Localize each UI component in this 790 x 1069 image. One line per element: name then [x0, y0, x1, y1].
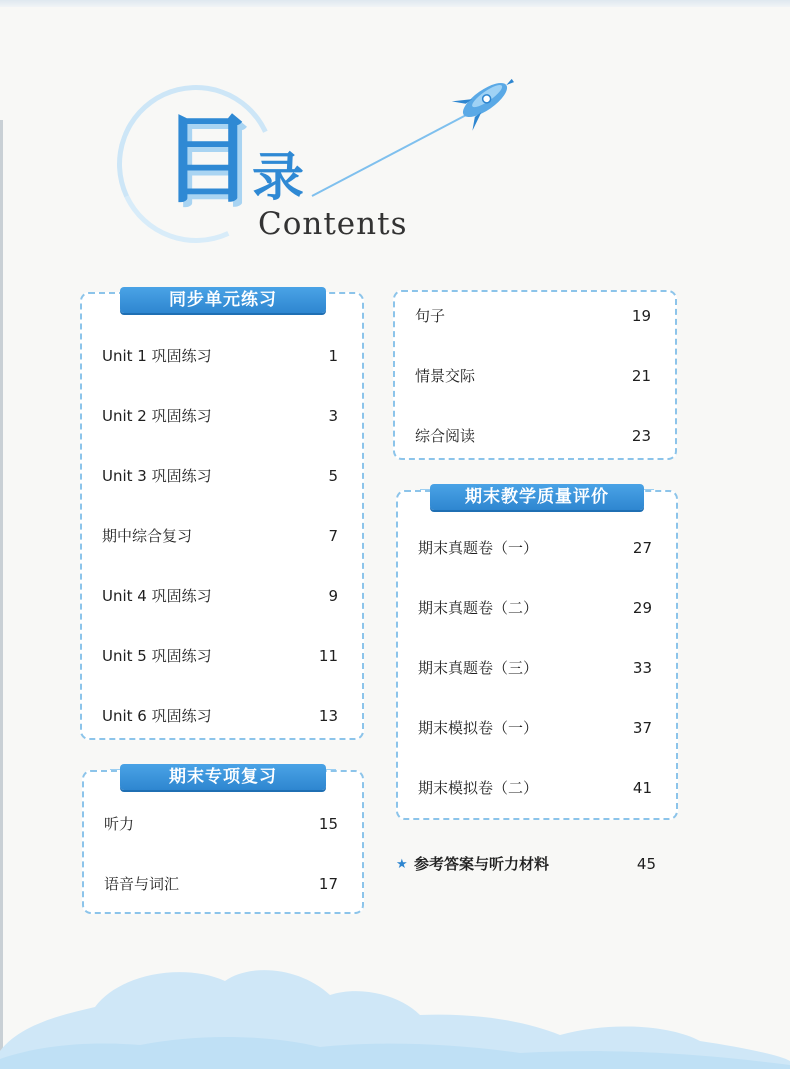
toc-entry-page: 11: [318, 647, 338, 665]
toc-entry-page: 1: [328, 347, 338, 365]
toc-entry-label: 期末模拟卷（二）: [418, 779, 539, 797]
toc-entry-label: 听力: [104, 815, 135, 833]
toc-entry-page: 7: [328, 527, 338, 545]
toc-entry-label: Unit 1 巩固练习: [102, 347, 212, 365]
section-title-review: 期末专项复习: [120, 764, 326, 790]
toc-entry-page: 9: [328, 587, 338, 605]
toc-entry-page: 17: [318, 875, 338, 893]
toc-entry-label: Unit 4 巩固练习: [102, 587, 212, 605]
toc-entry-page: 3: [328, 407, 338, 425]
toc-entry-label: 语音与词汇: [104, 875, 180, 893]
toc-entry[interactable]: [82, 464, 362, 488]
toc-entry-page: 29: [632, 599, 652, 617]
toc-entry-page: 19: [631, 307, 651, 325]
toc-entry[interactable]: [398, 596, 676, 620]
toc-entry-answers[interactable]: [414, 852, 664, 876]
section-title-sync-units: 同步单元练习: [120, 287, 326, 313]
toc-entry-label: 期末真题卷（一）: [418, 539, 539, 557]
toc-entry-label: 情景交际: [415, 367, 476, 385]
toc-entry-label: 综合阅读: [415, 427, 476, 445]
toc-entry-label: Unit 3 巩固练习: [102, 467, 212, 485]
toc-entry[interactable]: [395, 424, 675, 448]
toc-entry-label: 期末真题卷（二）: [418, 599, 539, 617]
toc-entry-page: 41: [632, 779, 652, 797]
toc-entry-page: 15: [318, 815, 338, 833]
toc-entry-label: 句子: [415, 307, 446, 325]
toc-entry[interactable]: [398, 776, 676, 800]
title-char-1: 目: [161, 104, 254, 216]
toc-entry-label: 期中综合复习: [102, 527, 193, 545]
toc-entry[interactable]: [398, 716, 676, 740]
section-title-final-evaluation: 期末教学质量评价: [430, 484, 644, 510]
toc-entry-page: 23: [631, 427, 651, 445]
cloud-decoration: [0, 955, 790, 1069]
toc-entry-page: 33: [632, 659, 652, 677]
toc-entry[interactable]: [84, 812, 362, 836]
toc-entry[interactable]: [398, 536, 676, 560]
toc-entry[interactable]: [84, 872, 362, 896]
section-panel-review-continued: [393, 290, 677, 460]
title-char-2: 录: [252, 148, 305, 208]
toc-entry[interactable]: [82, 704, 362, 728]
toc-entry-label: Unit 6 巩固练习: [102, 707, 212, 725]
title-english: Contents: [258, 206, 408, 242]
section-panel-review: [82, 770, 364, 914]
toc-entry-label: Unit 5 巩固练习: [102, 647, 212, 665]
toc-entry-page: 27: [632, 539, 652, 557]
toc-entry[interactable]: [82, 584, 362, 608]
star-icon: ★: [396, 857, 408, 872]
toc-entry-page: 45: [636, 855, 656, 873]
toc-entry[interactable]: [395, 364, 675, 388]
toc-entry[interactable]: [82, 344, 362, 368]
toc-entry-page: 5: [328, 467, 338, 485]
toc-entry-page: 21: [631, 367, 651, 385]
section-panel-final-evaluation: [396, 490, 678, 820]
toc-entry[interactable]: [398, 656, 676, 680]
toc-entry[interactable]: [82, 404, 362, 428]
rocket-icon: [300, 78, 530, 208]
top-border: [0, 0, 790, 7]
toc-entry-label: 期末模拟卷（一）: [418, 719, 539, 737]
toc-entry-label: 期末真题卷（三）: [418, 659, 539, 677]
toc-entry-label: 参考答案与听力材料: [414, 855, 550, 873]
toc-entry[interactable]: [82, 644, 362, 668]
toc-entry[interactable]: [82, 524, 362, 548]
toc-entry-label: Unit 2 巩固练习: [102, 407, 212, 425]
toc-entry-page: 37: [632, 719, 652, 737]
toc-entry-page: 13: [318, 707, 338, 725]
section-panel-sync-units: [80, 292, 364, 740]
page-edge: [0, 120, 3, 1069]
toc-entry[interactable]: [395, 304, 675, 328]
